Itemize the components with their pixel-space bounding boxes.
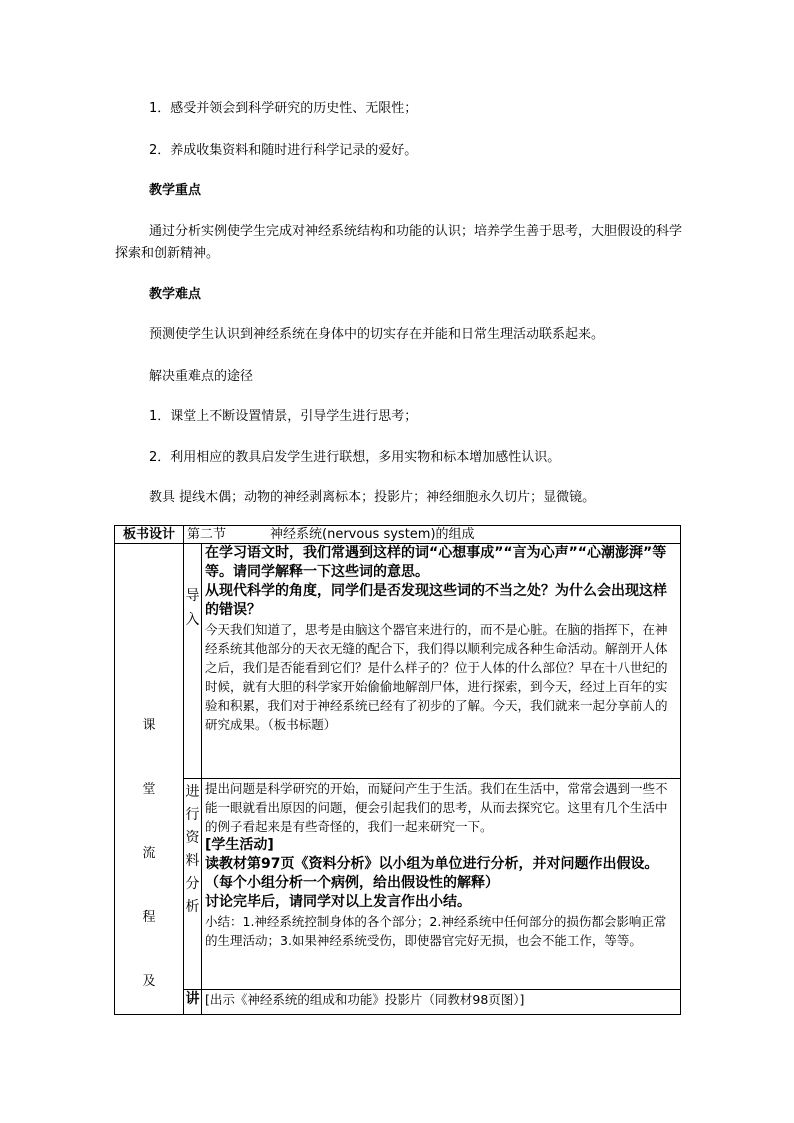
label-char: 导 [185,588,200,604]
label-char: 资 [185,829,200,846]
analysis-summary: 小结：1.神经系统控制身体的各个部分；2.神经系统中任何部分的损伤都会影响正常的生理活动；3.如果神经系统受伤，即使器官完好无损，也会不能工作，等等。 [205,913,667,948]
board-design-label: 板书设计 [115,526,184,544]
analysis-intro: 提出问题是科学研究的开始，而疑问产生于生活。我们在生活中，常常会遇到一些不能一眼就看出原因的问题，便会引起我们的思考，从而去探究它。这里有几个生活中的例子看起来是有些奇怪的，我们一起来研究一下。 [205,780,668,834]
lesson-table [114,525,681,1015]
board-design-title [184,526,681,544]
goal-2: 2．养成收集资料和随时进行科学记录的爱好。 [149,143,418,158]
intro-content [202,544,681,779]
analysis-row [115,778,681,990]
key-points-heading: 教学重点 [149,183,202,198]
difficulty-heading: 教学难点 [149,287,202,302]
teaching-tools: 教具 提线木偶；动物的神经剥离标本；投影片；神经细胞永久切片；显微镜。 [149,490,596,505]
solution-1: 1．课堂上不断设置情景，引导学生进行思考； [149,409,418,424]
table-header-row [115,526,681,544]
section-number: 第二节 [187,527,227,542]
side-char: 课 [142,718,156,733]
solution-2: 2．利用相应的教具启发学生进行联想，多用实物和标本增加感性认识。 [149,450,561,465]
difficulty-text: 预测使学生认识到神经系统在身体中的切实存在并能和日常生理活动联系起来。 [149,327,605,342]
lecture-content: [出示《神经系统的组成和功能》投影片（同教材98页图）] [202,990,681,1015]
class-flow-label [115,544,184,1015]
side-char: 及 [142,974,156,989]
side-char: 程 [142,910,156,925]
label-char: 入 [185,612,200,628]
label-char: 料 [185,852,200,869]
analysis-content [202,778,681,990]
label-char: 分 [185,875,200,892]
side-char: 堂 [142,782,156,797]
side-char: 流 [142,846,156,861]
intro-narrative: 今天我们知道了，思考是由脑这个器官来进行的，而不是心脏。在脑的指挥下，在神经系统其他部分的天衣无缝的配合下，我们得以顺利完成各种生命活动。解剖开人体之后，我们是否能看到它们？是什么样子的？位于人体的什么部位？早在十八世纪的时候，就有大胆的科学家开始偷偷地解剖尸体，进行探索，到今天，经过上百年的实验和积累，我们对于神经系统已经有了初步的了解。今天，我们就来一起分享前人的研究成果。（板书标题） [205,622,668,732]
key-points-text: 通过分析实例使学生完成对神经系统结构和功能的认识；培养学生善于思考，大胆假设的科学探索和创新精神。 [115,224,683,261]
intro-label [184,544,202,779]
lecture-row [115,990,681,1015]
goal-1: 1．感受并领会到科学研究的历史性、无限性； [149,101,418,116]
student-activity-label: [学生活动] [205,836,274,853]
analysis-label [184,778,202,990]
label-char: 析 [185,898,200,915]
solution-heading: 解决重难点的途径 [149,369,254,384]
analysis-task: 读教材第97页《资料分析》以小组为单位进行分析，并对问题作出假设。（每个小组分析一个病例，给出假设性的解释） [205,855,659,891]
intro-row [115,544,681,779]
intro-question-1: 在学习语文时，我们常遇到这样的词“心想事成”“言为心声”“心潮澎湃”等等。请同学解释一下这些词的意思。 [205,545,667,580]
analysis-discussion: 讨论完毕后，请同学对以上发言作出小结。 [205,893,471,910]
lecture-label: 讲 [184,990,202,1015]
label-char: 行 [185,806,200,823]
section-title: 神经系统(nervous system)的组成 [270,527,475,542]
intro-question-2: 从现代科学的角度，同学们是否发现这些词的不当之处？为什么会出现这样的错误？ [205,583,667,618]
label-char: 进 [185,783,200,800]
